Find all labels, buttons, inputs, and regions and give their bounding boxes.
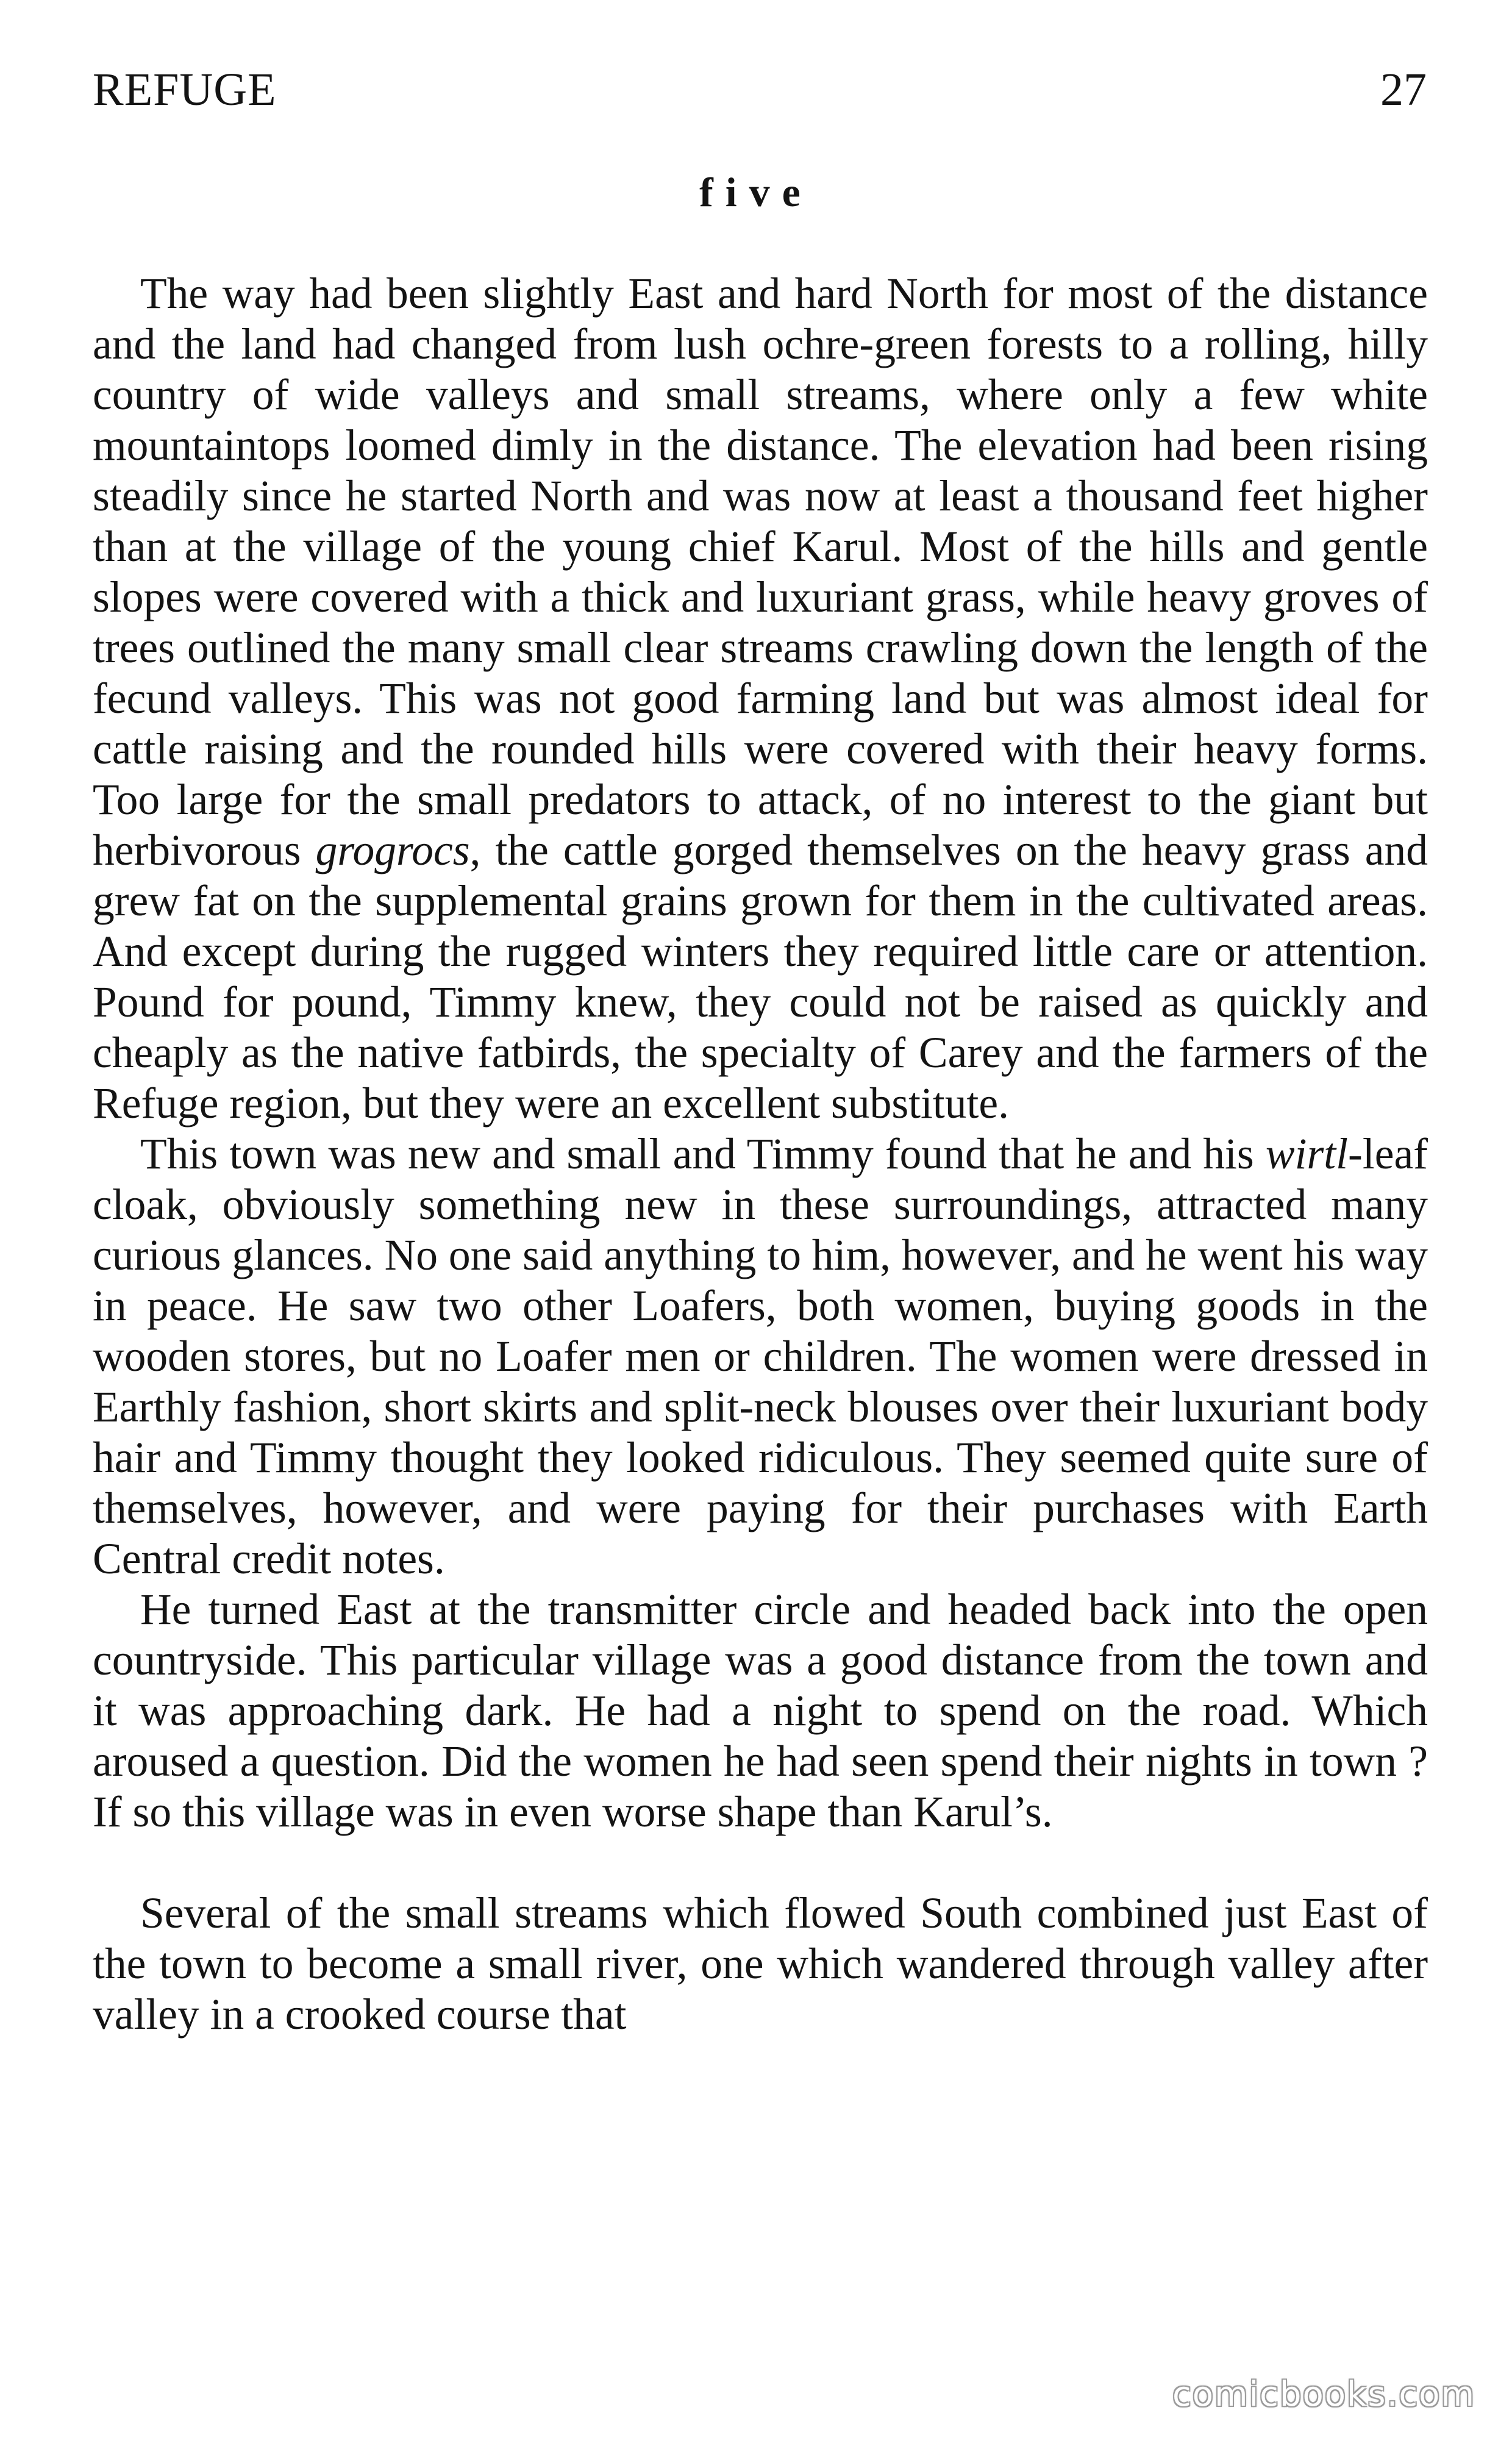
text-run: -leaf cloak, obviously something new in these surroundings, attracted many curious glances. No one said anything to him, however, and he went his way in peace. He saw two other Loafers, both women, buying goods in the wooden stores, but no Loafer men or children. The women were dressed in Earthly fashion, short skirts and split-neck blouses over their luxuriant body hair and Timmy thought they looked ridiculous. They seemed quite sure of themselves, however, and were paying for their purchases with Earth Central credit notes. [93, 1130, 1428, 1583]
text-run: , the cattle gorged themselves on the heavy grass and grew fat on the supplemental grains grown for them in the cultivated areas. And except during the rugged winters they required little care or attention. Pound for pound, Timmy knew, they could not be raised as quickly and cheaply as the native fatbirds, the specialty of Carey and the farmers of the Refuge region, but they were an excellent substitute. [93, 826, 1428, 1128]
paragraph [93, 1584, 1428, 1837]
running-head [93, 56, 1427, 123]
paragraph [93, 1129, 1428, 1584]
italic-term: wirtl [1265, 1130, 1349, 1178]
text-run: The way had been slightly East and hard North for most of the distance and the land had changed from lush ochre-green forests to a rolling, hilly country of wide valleys and small streams, where only a few white mountaintops loomed dimly in the distance. The elevation had been rising steadily since he started North and was now at least a thousand feet higher than at the village of the young chief Karul. Most of the hills and gentle slopes were covered with a thick and luxuriant grass, while heavy groves of trees outlined the many small clear streams crawling down the length of the fecund valleys. This was not good farming land but was almost ideal for cattle raising and the rounded hills were covered with their heavy forms. Too large for the small predators to attack, of no interest to the giant but herbivorous [93, 270, 1428, 874]
text-run: This town was new and small and Timmy found that he and his [140, 1130, 1266, 1178]
chapter-heading: five [699, 169, 813, 215]
italic-term: grogrocs [315, 826, 470, 874]
running-head-title: REFUGE [93, 64, 277, 115]
text-run: He turned East at the transmitter circle and headed back into the open countryside. This particular village was a good distance from the town and it was approaching dark. He had a night to spend on the road. Which aroused a question. Did the women he had seen spend their nights in town ? If so this village was in even worse shape than Karul’s. [93, 1585, 1428, 1836]
text-run: Several of the small streams which flowed South combined just East of the town to become a small river, one which wandered through valley after valley in a crooked course that [93, 1889, 1428, 2039]
watermark-logo: comicbooks.com [1172, 2375, 1475, 2414]
paragraph [93, 268, 1428, 1129]
paragraph [93, 1888, 1428, 2040]
page-number: 27 [1380, 64, 1427, 115]
body-text [93, 268, 1428, 2040]
